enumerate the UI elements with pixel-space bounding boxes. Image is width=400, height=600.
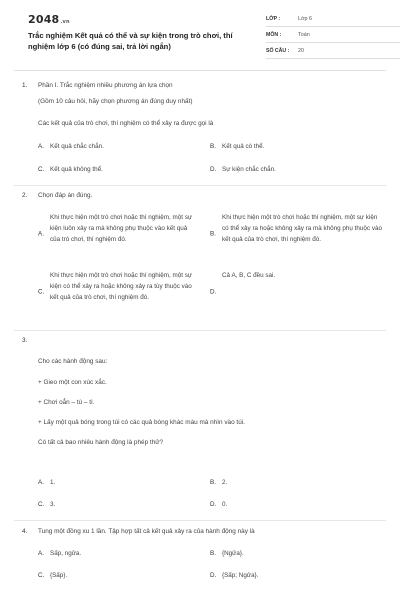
- option-letter: C.: [38, 288, 45, 296]
- option-text: 2.: [222, 479, 228, 486]
- option-c[interactable]: [38, 164, 198, 175]
- option-text: Sự kiện chắc chắn.: [222, 166, 276, 173]
- option-text: {Sấp}.: [50, 572, 68, 579]
- option-letter: C.: [38, 572, 45, 579]
- option-b[interactable]: [210, 141, 380, 152]
- option-letter: A.: [38, 230, 44, 238]
- option-letter: B.: [210, 143, 216, 150]
- meta-key: SỐ CÂU :: [266, 47, 290, 54]
- option-letter: A.: [38, 550, 44, 557]
- meta-value: 20: [298, 47, 304, 54]
- option-b[interactable]: [210, 212, 384, 256]
- question-4: [22, 528, 386, 588]
- option-c[interactable]: [38, 499, 198, 510]
- option-letter: B.: [210, 230, 216, 238]
- question-text: + Chơi oẳn – tù – tì.: [38, 399, 95, 406]
- option-text: Kết quả có thể.: [222, 143, 265, 150]
- page-title: Trắc nghiệm Kết quả có thể và sự kiện trong trò chơi, thí nghiệm lớp 6 (có đúng sai, trả lời ngắn): [28, 31, 233, 51]
- option-text: Kết quả chắc chắn.: [50, 143, 104, 150]
- meta-value: Lớp 6: [298, 15, 313, 22]
- option-letter: C.: [38, 166, 45, 173]
- option-text: Cả A, B, C đều sai.: [222, 272, 276, 279]
- header-divider: [14, 70, 386, 71]
- meta-row-count: [266, 43, 400, 59]
- option-letter: A.: [38, 143, 44, 150]
- question-number: 3.: [22, 337, 28, 344]
- meta-row-subject: [266, 27, 400, 43]
- question-number: 4.: [22, 528, 28, 535]
- question-number: 1.: [22, 82, 28, 89]
- option-text: 3.: [50, 501, 56, 508]
- meta-key: LỚP :: [266, 15, 281, 22]
- question-text: Chọn đáp án đúng.: [38, 192, 93, 199]
- option-text: {Ngửa}.: [222, 550, 244, 557]
- option-a[interactable]: [38, 141, 198, 152]
- meta-table: [266, 11, 400, 59]
- question-text: + Lấy một quả bóng trong túi có các quả bóng khác màu mà nhìn vào túi.: [38, 419, 245, 426]
- option-letter: D.: [210, 288, 217, 296]
- header: [14, 0, 386, 66]
- question-text: Có tất cả bao nhiêu hành động là phép thử?: [38, 439, 164, 446]
- option-c[interactable]: [38, 270, 208, 314]
- question-divider: [14, 520, 386, 521]
- site-logo[interactable]: [28, 13, 70, 26]
- question-number: 2.: [22, 192, 28, 199]
- option-d[interactable]: [210, 570, 380, 581]
- option-d[interactable]: [210, 164, 380, 175]
- option-a[interactable]: [38, 548, 198, 559]
- question-divider: [14, 185, 386, 186]
- option-b[interactable]: [210, 477, 380, 488]
- option-letter: B.: [210, 550, 216, 557]
- option-a[interactable]: [38, 477, 198, 488]
- question-text: Tung một đồng xu 1 lần. Tập hợp tất cả kết quả xảy ra của hành động này là: [38, 528, 255, 535]
- option-d[interactable]: [210, 270, 380, 314]
- option-d[interactable]: [210, 499, 380, 510]
- question-divider: [14, 330, 386, 331]
- question-3: [22, 337, 386, 517]
- question-text: Các kết quả của trò chơi, thí nghiệm có thể xảy ra được gọi là: [38, 120, 214, 127]
- meta-key: MÔN :: [266, 31, 282, 38]
- question-text: (Gồm 10 câu hỏi, hãy chọn phương án đúng duy nhất): [38, 98, 193, 105]
- option-text: Khi thực hiện một trò chơi hoặc thí nghiệm, một sự kiện luôn xảy ra mà không phụ thuộc vào kết quả của trò chơi, thí nghiệm đó.: [50, 214, 193, 243]
- option-text: Khi thực hiện một trò chơi hoặc thí nghiệm, một sự kiện có thể xảy ra hoặc không xảy ra tùy thuộc vào kết quả của trò chơi, thí nghiệm đó.: [50, 272, 193, 301]
- option-letter: D.: [210, 166, 217, 173]
- option-text: Sấp, ngửa.: [50, 550, 82, 557]
- option-c[interactable]: [38, 570, 198, 581]
- option-text: Kết quả không thể.: [50, 166, 103, 173]
- option-letter: D.: [210, 501, 217, 508]
- meta-row-class: [266, 11, 400, 27]
- option-text: 1.: [50, 479, 56, 486]
- option-letter: C.: [38, 501, 45, 508]
- question-1: [22, 82, 386, 182]
- option-text: {Sấp; Ngửa}.: [222, 572, 259, 579]
- question-2: [22, 192, 386, 322]
- option-letter: B.: [210, 479, 216, 486]
- question-text: + Gieo một con xúc xắc.: [38, 379, 107, 386]
- option-b[interactable]: [210, 548, 380, 559]
- logo-suffix: .vn: [60, 19, 70, 25]
- option-text: 0.: [222, 501, 228, 508]
- option-letter: D.: [210, 572, 217, 579]
- question-text: Cho các hành động sau:: [38, 358, 108, 365]
- option-text: Khi thực hiện một trò chơi hoặc thí nghiệm, một sự kiện có thể xảy ra hoặc không xảy ra mà không phụ thuộc vào kết quả của trò chơi, thí nghiệm đó.: [222, 214, 382, 243]
- logo-text: 2048: [28, 13, 60, 26]
- option-a[interactable]: [38, 212, 208, 256]
- meta-value: Toán: [298, 31, 310, 38]
- question-text: Phần I. Trắc nghiệm nhiều phương án lựa chọn: [38, 82, 173, 89]
- option-letter: A.: [38, 479, 44, 486]
